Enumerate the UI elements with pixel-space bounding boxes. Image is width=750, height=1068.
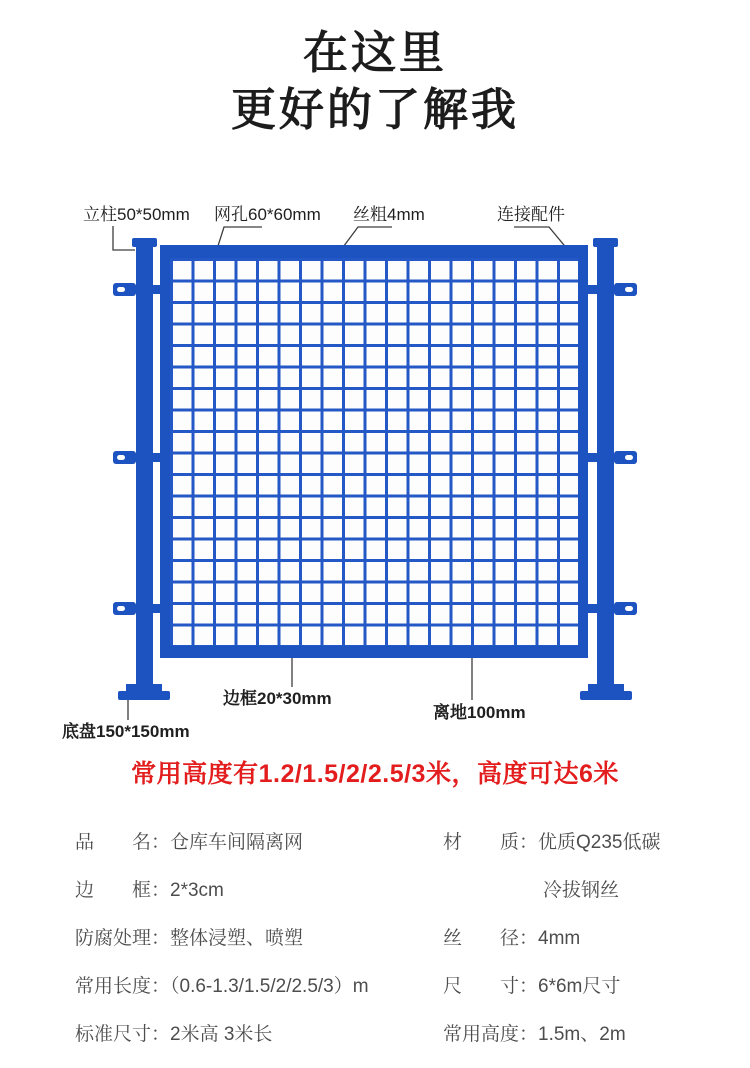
callout-connector: 连接配件	[497, 205, 565, 224]
spec-row-common-height	[443, 1019, 695, 1046]
clip-hole-icon	[625, 455, 633, 460]
right-clip-middle	[614, 451, 637, 464]
left-post-base-plate	[118, 691, 170, 700]
right-clip-link-bottom	[588, 604, 597, 613]
callout-post: 立柱50*50mm	[83, 205, 190, 224]
spec-table	[75, 816, 695, 1056]
page-title	[0, 0, 750, 138]
spec-row-length	[75, 971, 443, 998]
left-clip-link-middle	[153, 453, 162, 462]
right-post	[597, 240, 614, 691]
mesh-panel	[160, 245, 588, 658]
spec-row-wire-diameter	[443, 923, 695, 950]
right-clip-link-top	[588, 285, 597, 294]
spec-value: 冷拔钢丝	[543, 879, 620, 901]
right-clip-top	[614, 283, 637, 296]
spec-label: 标准尺寸：	[75, 1023, 171, 1045]
spec-value: （0.6-1.3/1.5/2/2.5/3）m	[170, 975, 369, 997]
spec-value: 6*6m尺寸	[538, 975, 621, 997]
spec-value: 仓库车间隔离网	[170, 831, 304, 853]
spec-label: 防腐处理：	[75, 927, 171, 949]
spec-row-material	[443, 827, 695, 854]
title-line-2: 更好的了解我	[230, 84, 519, 135]
spec-value: 2*3cm	[170, 879, 224, 901]
left-clip-link-bottom	[153, 604, 162, 613]
right-post-base-plate	[580, 691, 632, 700]
spec-value: 4mm	[538, 927, 581, 949]
spec-label: 丝 径：	[443, 927, 539, 949]
clip-hole-icon	[117, 455, 125, 460]
clip-hole-icon	[625, 606, 633, 611]
spec-label: 品 名：	[75, 831, 171, 853]
spec-label: 材 质：	[443, 831, 539, 853]
spec-label: 常用长度：	[75, 975, 171, 997]
callout-mesh: 网孔60*60mm	[214, 205, 321, 224]
callout-frame: 边框20*30mm	[223, 689, 332, 708]
callout-wire: 丝粗4mm	[353, 205, 425, 224]
spec-row-material-cont	[443, 875, 695, 902]
left-clip-bottom	[113, 602, 136, 615]
left-clip-top	[113, 283, 136, 296]
title-line-1: 在这里	[302, 27, 447, 78]
clip-hole-icon	[117, 287, 125, 292]
callout-base: 底盘150*150mm	[62, 722, 190, 741]
clip-hole-icon	[625, 287, 633, 292]
left-clip-middle	[113, 451, 136, 464]
spec-value: 整体浸塑、喷塑	[170, 927, 304, 949]
spec-row-size	[443, 971, 695, 998]
clip-hole-icon	[117, 606, 125, 611]
spec-value: 1.5m、2m	[538, 1023, 626, 1045]
spec-row-anticorrosion	[75, 923, 443, 950]
callout-ground: 离地100mm	[433, 703, 526, 722]
spec-row-standard-size	[75, 1019, 443, 1046]
left-clip-link-top	[153, 285, 162, 294]
right-clip-bottom	[614, 602, 637, 615]
left-post	[136, 240, 153, 691]
spec-value: 2米高 3米长	[170, 1023, 273, 1045]
spec-row-frame	[75, 875, 443, 902]
spec-value: 优质Q235低碳	[538, 831, 661, 853]
height-note: 常用高度有1.2/1.5/2/2.5/3米，高度可达6米	[131, 760, 619, 788]
spec-label: 边 框：	[75, 879, 171, 901]
fence-diagram	[0, 190, 750, 750]
spec-label: 常用高度：	[443, 1023, 539, 1045]
spec-row-name	[75, 827, 443, 854]
right-clip-link-middle	[588, 453, 597, 462]
spec-label: 尺 寸：	[443, 975, 539, 997]
